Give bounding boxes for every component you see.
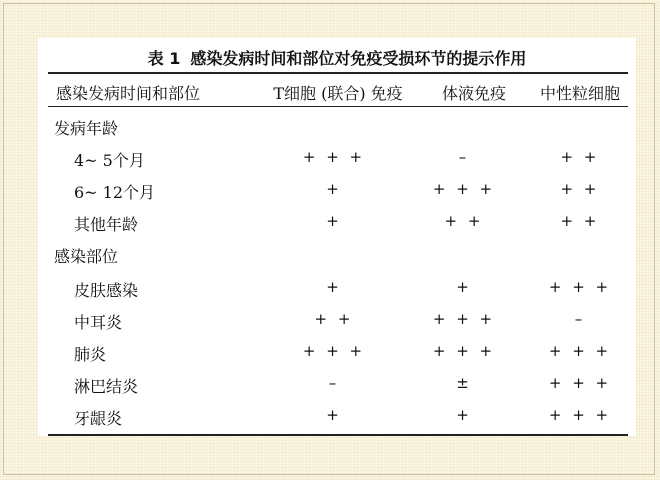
row-label: 6~ 12个月: [74, 183, 156, 202]
table-row: [38, 174, 636, 206]
row-label: 牙龈炎: [74, 409, 123, 428]
header-neutrophil: 中性粒细胞: [539, 84, 620, 103]
neutrophil-value: + + +: [548, 374, 612, 392]
neutrophil-value: + +: [560, 212, 600, 230]
table-title: 感染发病时间和部位对免疫受损环节的提示作用: [190, 49, 527, 68]
table-row: [38, 336, 636, 368]
humoral-value: –: [458, 148, 470, 166]
t-cell-value: +: [326, 278, 342, 296]
header-site-time: 感染发病时间和部位: [56, 84, 201, 103]
humoral-value: +: [456, 406, 472, 424]
neutrophil-value: + + +: [548, 342, 612, 360]
table-row-group: [38, 110, 636, 142]
table-row: [38, 142, 636, 174]
neutrophil-value: + + +: [548, 406, 612, 424]
t-cell-value: +: [326, 212, 342, 230]
t-cell-value: +: [326, 180, 342, 198]
t-cell-value: + +: [314, 310, 354, 328]
row-label: 发病年龄: [54, 119, 119, 138]
table-panel: [38, 38, 636, 436]
table-row: [38, 400, 636, 432]
row-label: 肺炎: [74, 345, 107, 364]
table-caption: [38, 46, 636, 69]
row-label: 皮肤感染: [74, 281, 139, 300]
row-label: 其他年龄: [74, 215, 139, 234]
neutrophil-value: –: [574, 310, 586, 328]
bottom-rule: [48, 434, 628, 436]
humoral-value: + +: [444, 212, 484, 230]
table-number: 表 1: [147, 49, 181, 68]
humoral-value: +: [456, 278, 472, 296]
neutrophil-value: + +: [560, 180, 600, 198]
row-label: 感染部位: [54, 247, 119, 266]
humoral-value: ±: [456, 374, 472, 392]
humoral-value: + + +: [432, 310, 496, 328]
header-humoral: 体液免疫: [441, 84, 506, 103]
t-cell-value: + + +: [302, 342, 366, 360]
humoral-value: + + +: [432, 342, 496, 360]
t-cell-value: + + +: [302, 148, 366, 166]
header-rule: [48, 106, 628, 107]
table-row-group: [38, 238, 636, 270]
t-cell-value: –: [328, 374, 340, 392]
row-label: 中耳炎: [74, 313, 123, 332]
neutrophil-value: + + +: [548, 278, 612, 296]
row-label: 4~ 5个月: [74, 151, 145, 170]
t-cell-value: +: [326, 406, 342, 424]
table-row: [38, 272, 636, 304]
table-row: [38, 206, 636, 238]
table-row: [38, 304, 636, 336]
header-t-cell: T细胞 (联合) 免疫: [273, 84, 403, 103]
row-label: 淋巴结炎: [74, 377, 139, 396]
humoral-value: + + +: [432, 180, 496, 198]
neutrophil-value: + +: [560, 148, 600, 166]
top-rule: [48, 72, 628, 74]
table-row: [38, 368, 636, 400]
